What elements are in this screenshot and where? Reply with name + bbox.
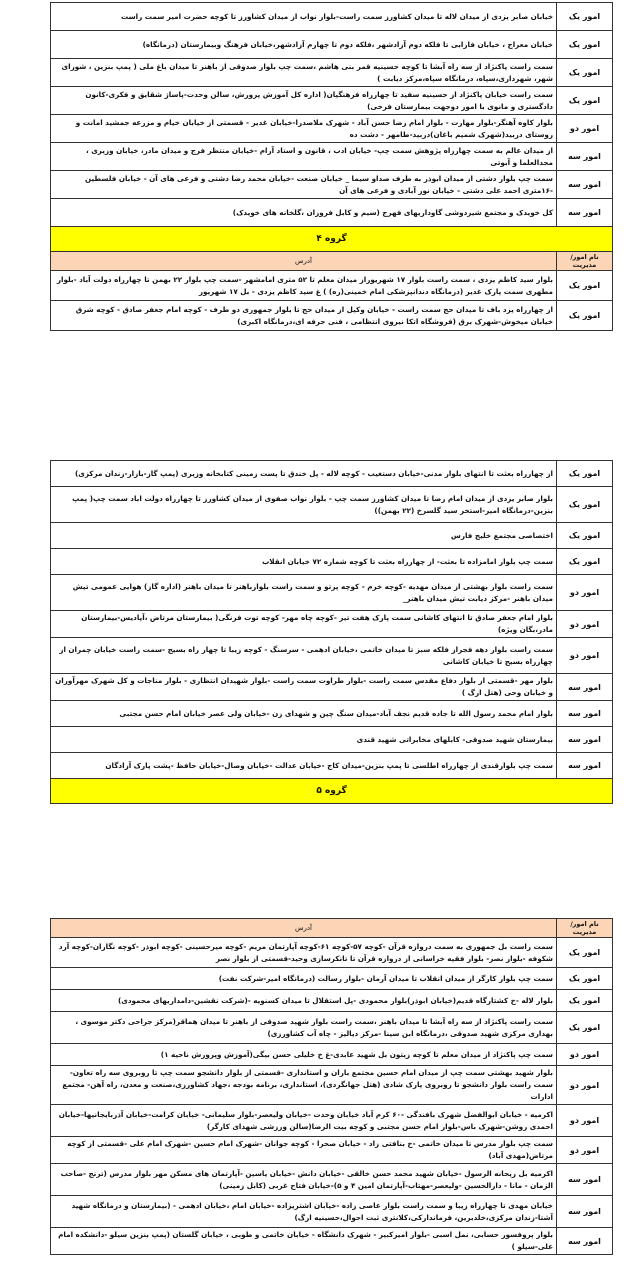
row-address: اکرمیه بل ریحانه الرسول -خیابان شهید محمد حسن خالقی -خیابان دانش -خیابان یاسین -آپارتمان های مسکن مهر بلوار مدرس (ترنج -صاحب الزمان - مانا - دارالحسین -ولیعصر-مهتاب-آپارتمان امین ۴ و ۵)-خیابان فتاح غربی (کابل زمینی) [51,1164,557,1196]
row-address: سمت چپ پاکنژاد از میدان معلم تا کوچه زیتون بل شهید عابدی-غ خ خلیلی حسن بیگی(آموزش وپرورش ناحیه ۱) [51,1044,557,1066]
table-row [51,1105,613,1137]
row-address: سمت راست پاکنژاد از سه راه آبشا تا میدان باهنر ،سمت راست بلوار شهید صدوقی از باهنر تا میدان هماقر(مرکز جراحی دکتر موسوی ، بهداری مرکزی شهید صدوقی ،درمانگاه ابن سینا -مرکز دیالیز - چاه آب کشاورزی) [51,1012,557,1044]
table-row [51,1228,613,1255]
row-dept: امور یک [557,301,613,331]
row-address: بلوار لاله -خ کشتارگاه قدیم(خیابان ابوذر)بلوار محمودی -پل استقلال تا میدان کسنویه -(شرکت نقشین-دامداریهای محمودی) [51,990,557,1012]
table-row [51,1137,613,1164]
row-address: سمت چپ بلوار مدرس تا میدان خاتمی -خ بنافتی زاد - خیابان صحرا - کوچه جوانان -شهرک امام حسین -شهرک امام علی -قسمتی از کوچه مرتاض(مهدی آباد) [51,1137,557,1164]
row-dept: امور سه [557,171,613,199]
row-address: بلوار صابر یزدی از میدان امام رضا تا میدان کشاورز سمت چپ - بلوار نواب صفوی از میدان کشاورز تا چهارراه دولت اباد سمت چپ( پمپ بنزین-درمانگاه امیر-استخر سید گلسرخ (۲۲ بهمن)) [51,487,557,523]
row-dept: امور یک [557,3,613,31]
row-dept: امور یک [557,523,613,549]
row-dept: امور دو [557,1105,613,1137]
row-address: سمت راست بل جمهوری به سمت دروازه قرآن -کوچه ۵۷-کوچه ۶۱-کوچه آپارتمان مریم -کوچه میرحسینی -کوچه ابوذر -کوچه نگاران-کوچه آرد شکوفه -بلوار نصر- بلوار فقیه خراسانی از دروازه قرآن تا تانکرسازی وحید-قسمتی از بلوار نصر [51,938,557,968]
row-address: از چهارراه بعثت تا انتهای بلوار مدنی-خیابان دستغیب - کوچه لاله - پل خندق تا پست زمینی کتابخانه وزیری (پمپ گاز-بازار-زندان مرکزی) [51,461,557,487]
table-row [51,199,613,227]
header-dept: نام امور/مدیریت [557,919,613,938]
row-dept: امور سه [557,199,613,227]
table-row [51,990,613,1012]
header-address: آدرس [51,252,557,271]
table-row [51,271,613,301]
header-address: آدرس [51,919,557,938]
row-dept: امور سه [557,753,613,779]
group-5-banner [51,779,613,804]
row-dept: امور دو [557,115,613,143]
row-address: بلوار مهر -قسمتی از بلوار دفاع مقدس سمت راست -بلوار طراوت سمت راست -بلوار شهیدان انتظاری - بلوار مناجات و کل شهرک مهرآوران و خیابان وحی (هتل ارگ ) [51,674,557,701]
row-dept: امور دو [557,575,613,611]
row-dept: امور سه [557,143,613,171]
row-address: سمت چپ بلوارقندی از چهارراه اطلسی تا پمپ بنزین-میدان کاج -خیابان عدالت -خیابان وصال-خیابان حافظ -پشت پارک آزادگان [51,753,557,779]
table-row [51,1044,613,1066]
table-row [51,31,613,59]
row-address: کل خویدک و مجتمع شیردوشی گاوداریهای فهرج (سیم و کابل فروزان ،گلخانه های خویدک) [51,199,557,227]
table-row [51,115,613,143]
row-dept: امور یک [557,549,613,575]
table-row [51,701,613,727]
table-row [51,1012,613,1044]
table-row [51,638,613,674]
table-row [51,523,613,549]
row-address: خیابان صابر یزدی از میدان لاله تا میدان کشاورز سمت راست-بلوار نواب از میدان کشاورز تا کوچه حضرت امیر سمت راست [51,3,557,31]
row-address: بلوار امام محمد رسول الله تا جاده قدیم نجف آباد-میدان سنگ چین و شهدای زن -خیابان ولی عصر خیابان امام حسن مجتبی [51,701,557,727]
table-row [51,143,613,171]
table-row [51,753,613,779]
table-row [51,611,613,638]
row-dept: امور یک [557,461,613,487]
table-row [51,938,613,968]
row-address: بیمارستان شهید صدوقی- کابلهای مخابراتی شهید قندی [51,727,557,753]
row-address: سمت راست بلوار دهه فجراز فلکه سبز تا میدان خاتمی ،خیابان ادهمی - سرسنگ - کوچه زیبا تا چهار راه بسیج -سمت راست خیابان چمران از چهارراه بسیج تا خیابان کاشانی [51,638,557,674]
table-row [51,1164,613,1196]
table-row [51,1066,613,1105]
row-address: سمت چپ بلوار دشتی از میدان ابوذر به طرف صداو سیما _ خیابان صنعت -خیابان محمد رضا دشتی و فرعی های آن - خیابان فلسطین -۱۶متری احمد علی دشتی - خیابان نور آبادی و فرعی های آن [51,171,557,199]
table-row [51,301,613,331]
row-address: بلوار کاوه آهنگر-بلوار مهارت - بلوار امام رضا حسن آباد - شهرک ملاصدرا-خیابان غدیر - قسمتی از خیابان خیام و مزرعه جمشید امانت و روستای دربید(شهرک شمیم باغان)دربید-طامهر - دشت ده [51,115,557,143]
row-dept: امور دو [557,611,613,638]
group-title: گروه ۵ [51,779,613,804]
table-row [51,575,613,611]
row-dept: امور یک [557,990,613,1012]
row-dept: امور یک [557,938,613,968]
row-dept: امور یک [557,487,613,523]
table-row [51,59,613,87]
header-dept: نام امور/مدیریت [557,252,613,271]
row-dept: امور یک [557,59,613,87]
row-address: از چهارراه یزد باف تا میدان حج سمت راست - خیابان وکیل از میدان حج تا بلوار جمهوری دو طرف - کوچه امام جعفر صادق - کوچه شرق خیابان میخوش-شهرک برق (فروشگاه اتکا نیروی انتظامی ، فنی حرفه ای،درمانگاه اکبری) [51,301,557,331]
table-section-2 [50,460,613,804]
row-dept: امور یک [557,271,613,301]
row-dept: امور سه [557,1164,613,1196]
row-address: بلوار شهید بهشتی سمت چپ از میدان امام حسین مجتمع باران و استانداری -قسمتی از بلوار دانشجو سمت چپ تا روبروی سه راه تعاون-سمت راست بلوار دانشجو تا روبروی پارک شادی (هتل جهانگردی)، استانداری، برنامه بودجه ،جهاد کشاورزی،صنعت و معدن، راه آهن- مجتمع ادارات [51,1066,557,1105]
row-dept: امور سه [557,727,613,753]
row-dept: امور یک [557,1012,613,1044]
table-row [51,674,613,701]
row-address: اختصاصی مجتمع خلیج فارس [51,523,557,549]
group-title: گروه ۴ [51,227,613,252]
table-header [51,252,613,271]
row-address: از میدان عالم به سمت چهارراه پژوهش سمت چپ- خیابان ادب ، قانون و استاد آرام -خیابان منتظر فرج و میدان مادر، خیابان وزیری ، مجدالعلما و آبوتی [51,143,557,171]
row-address: سمت راست بلوار بهشتی از میدان مهدیه -کوچه خرم - کوچه پرتو و سمت راست بلوارباهنر تا میدان باهنر (اداره گاز) هوایی عمومی تیش میدان باهنر -مرکز دیابت تیش میدان باهنر_ [51,575,557,611]
table-header [51,919,613,938]
row-dept: امور سه [557,1228,613,1255]
row-dept: امور یک [557,87,613,115]
table-row [51,87,613,115]
row-dept: امور دو [557,1137,613,1164]
row-dept: امور سه [557,1196,613,1228]
row-dept: امور سه [557,701,613,727]
row-address: خیابان مهدی تا چهارراه زیبا و سمت راست بلوار عاصی زاده -خیابان اشتریزاده -خیابان امام ،خیابان ادهمی - (بیمارستان و درمانگاه شهید آشتا-زندان مرکزی،خلدبرین، فرماندارکی،کلانتری ثبت احوال،حسینیه ارگ) [51,1196,557,1228]
row-dept: امور دو [557,638,613,674]
row-address: بلوار پروفسور حسابی، نمل اسبی -بلوار امیرکبیر - شهرک دانشگاه - خیابان خاتمی و طوبی ، خیابان گلستان (پمپ بنزین سیلو -دانشکده امام علی-سیلو ) [51,1228,557,1255]
table-section-3 [50,918,613,1255]
row-address: بلوار امام جعفر صادق تا انتهای کاشانی سمت پارک هفت تیر -کوچه چاه مهر- کوچه توت فرنگی( بیمارستان مرتاض ،آپادیس-بیمارستان مادر،بگان ویژه) [51,611,557,638]
table-row [51,487,613,523]
row-address: سمت راست پاکنژاد از سه راه آبشا تا کوچه حسینیه قمر بنی هاشم ،سمت چپ بلوار صدوقی از باهنر تا میدان باغ ملی ( پمپ بنزین ، شورای شهر، شهرداری،سپاه، درمانگاه سپاه،مرکز دیابت ) [51,59,557,87]
table-row [51,968,613,990]
table-section-1 [50,2,613,331]
row-address: سمت چپ بلوار کارگر از میدان انقلاب تا میدان آرمان -بلوار رسالت (درمانگاه امیر-شرکت نفت) [51,968,557,990]
table-row [51,3,613,31]
table-row [51,1196,613,1228]
row-dept: امور دو [557,1044,613,1066]
row-address: اکرمیه - خیابان ابوالفضل شهرک بافندگی -۶۰ کرم آباد خیابان وحدت -خیابان ولیعصر-بلوار سلیمانی- خیابان کرامت-خیابان آذربایجانیها-خیابان احمدی روشن-شهرک باس-بلوار امام حسن مجتبی و کوچه بیت الرضا(سالن ورزشی شهدای کارگر) [51,1105,557,1137]
table-row [51,461,613,487]
table-row [51,727,613,753]
table-row [51,549,613,575]
row-dept: امور یک [557,968,613,990]
row-address: خیابان معراج ، خیابان فارابی تا فلکه دوم آزادشهر ،فلکه دوم تا چهارم آزادشهر،خیابان فرهنگ وبیمارستان (درمانگاه) [51,31,557,59]
table-row [51,171,613,199]
row-dept: امور دو [557,1066,613,1105]
row-dept: امور سه [557,674,613,701]
row-address: سمت چپ بلوار امامزاده تا بعثت- از چهارراه بعثت تا کوچه شماره ۷۲ خیابان انقلاب [51,549,557,575]
row-address: سمت راست خیابان پاکنژاد از حسینیه سفید تا چهارراه فرهنگیان( اداره کل آموزش پرورش، سالن وحدت-پاساژ شقایق و فکری-کانون دادگستری و مانوی با امور دوجهت بیمارستان فرخی) [51,87,557,115]
row-dept: امور یک [557,31,613,59]
row-address: بلوار سید کاظم یزدی ، سمت راست بلوار ۱۷ شهریوراز میدان معلم تا ۵۲ متری امامشهر -سمت چپ بلوار ۲۲ بهمن تا چهارراه دولت آباد -بلوار مطهری سمت پارک غدیر (درمانگاه دندانپزشکی امام خمینی(ره) ) غ سید کاظم یزدی - بل ۱۷ شهریور [51,271,557,301]
group-4-banner [51,227,613,252]
